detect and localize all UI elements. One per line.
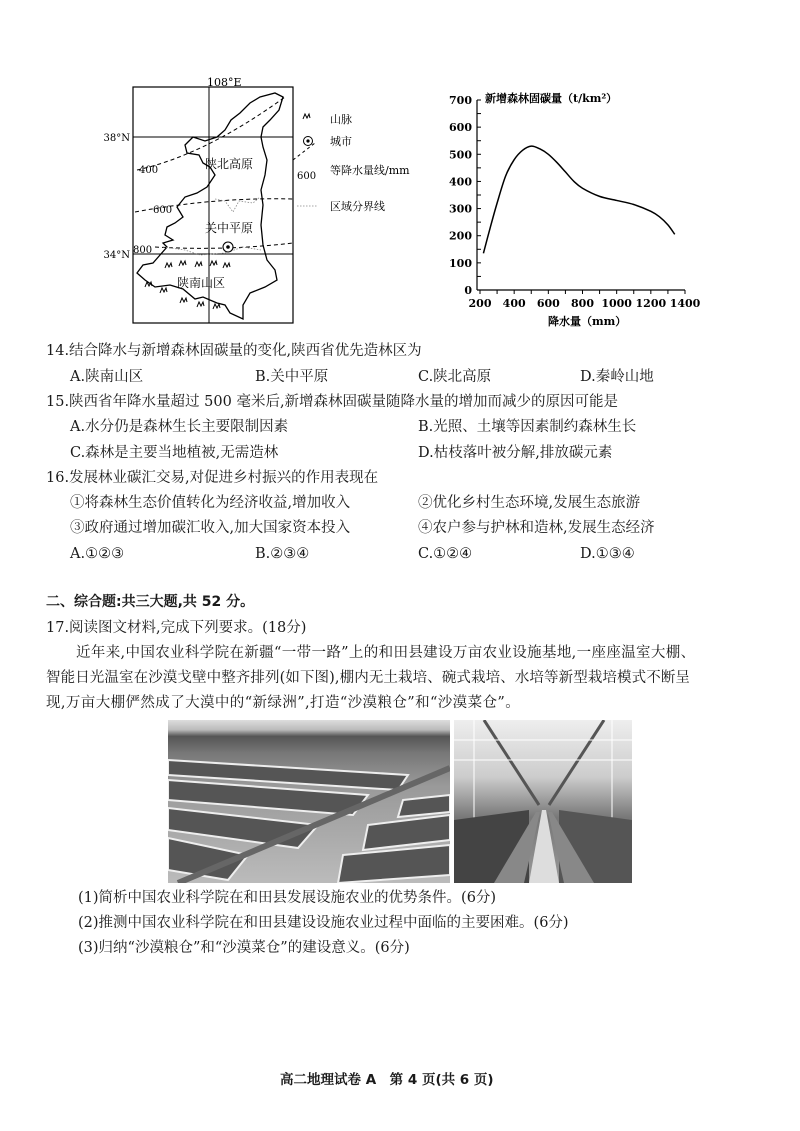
x-tick-label: 400 <box>502 297 526 310</box>
y-tick-label: 200 <box>449 229 472 243</box>
q15-option-d: D.枯枝落叶被分解,排放碳元素 <box>418 445 613 461</box>
shaanxi-map <box>95 75 435 330</box>
y-tick-labels <box>449 94 472 297</box>
q17-material-line-1: 近年来,中国农业科学院在新疆“一带一路”上的和田县建设万亩农业设施基地,一座座温室大棚、 <box>76 645 696 661</box>
series-line <box>483 146 674 253</box>
lat-38-label: 38°N <box>103 133 130 144</box>
isoline-legend-extend <box>293 143 315 160</box>
q16-option-a: A.①②③ <box>70 546 125 562</box>
q16-option-d: D.①③④ <box>580 546 635 562</box>
x-tick-label: 1000 <box>601 297 632 310</box>
q14-option-d: D.秦岭山地 <box>580 369 654 385</box>
legend-city-label: 城市 <box>330 135 352 148</box>
legend-mountain-icon <box>303 114 310 119</box>
q16-statement-1: ①将森林生态价值转化为经济收益,增加收入 <box>70 495 351 511</box>
q15-option-b: B.光照、土壤等因素制约森林生长 <box>418 419 637 435</box>
legend-city-icon-dot <box>306 139 309 142</box>
q17-material-line-2: 智能日光温室在沙漠戈壁中整齐排列(如下图),棚内无土栽培、碗式栽培、水培等新型栽培模式不断呈 <box>46 670 691 686</box>
region-central-label: 关中平原 <box>205 221 254 235</box>
isoline-400-label: 400 <box>139 165 159 176</box>
q17-sub-1: (1)简析中国农业科学院在和田县发展设施农业的优势条件。(6分) <box>78 890 497 906</box>
q16-statement-3: ③政府通过增加碳汇收入,加大国家资本投入 <box>70 520 351 536</box>
greenhouse-interior-photo <box>454 720 632 883</box>
legend-boundary-label: 区域分界线 <box>330 200 385 213</box>
q14-option-c: C.陕北高原 <box>418 369 492 385</box>
greenhouse-rows <box>168 720 450 883</box>
y-tick-label: 400 <box>449 175 472 189</box>
carbon-chart <box>440 85 720 335</box>
q16-statement-2: ②优化乡村生态环境,发展生态旅游 <box>418 495 641 511</box>
q15-stem: 15.陕西省年降水量超过 500 毫米后,新增森林固碳量随降水量的增加而减少的原因可能是 <box>46 394 619 410</box>
y-tick-label: 300 <box>449 202 472 216</box>
q14-stem: 14.结合降水与新增森林固碳量的变化,陕西省优先造林区为 <box>46 343 422 359</box>
region-north-label: 陕北高原 <box>205 157 254 171</box>
x-tick-labels <box>469 297 701 310</box>
q15-option-a: A.水分仍是森林生长主要限制因素 <box>70 419 289 435</box>
legend-mountain-label: 山脉 <box>330 113 352 126</box>
x-tick-label: 1200 <box>635 297 667 310</box>
y-tick-label: 600 <box>449 121 472 135</box>
lat-34-label: 34°N <box>103 250 130 261</box>
city-icon-dot <box>226 245 230 249</box>
longitude-label: 108°E <box>207 76 242 89</box>
q17-title: 17.阅读图文材料,完成下列要求。(18分) <box>46 620 307 636</box>
x-tick-label: 600 <box>536 297 560 310</box>
isoline-800-label: 800 <box>133 245 153 256</box>
q17-sub-3: (3)归纳“沙漠粮仓”和“沙漠菜仓”的建设意义。(6分) <box>78 940 410 956</box>
q17-sub-2: (2)推测中国农业科学院在和田县建设设施农业过程中面临的主要困难。(6分) <box>78 915 569 931</box>
y-tick-label: 0 <box>464 284 472 297</box>
x-tick-label: 800 <box>571 297 594 310</box>
greenhouse-interior <box>454 720 632 883</box>
section2-heading: 二、综合题:共三大题,共 52 分。 <box>46 594 255 610</box>
x-tick-label: 200 <box>468 297 492 310</box>
legend-isoline-sample: 600 <box>297 171 317 182</box>
greenhouse-aerial-photo <box>168 720 450 883</box>
q16-option-b: B.②③④ <box>255 546 310 562</box>
region-south-label: 陕南山区 <box>177 276 226 290</box>
q16-stem: 16.发展林业碳汇交易,对促进乡村振兴的作用表现在 <box>46 470 379 486</box>
q16-statement-4: ④农户参与护林和造林,发展生态经济 <box>418 520 655 536</box>
q15-option-c: C.森林是主要当地植被,无需造林 <box>70 445 279 461</box>
isoline-600-label: 600 <box>153 205 173 216</box>
y-tick-label: 100 <box>449 256 472 270</box>
q16-option-c: C.①②④ <box>418 546 473 562</box>
q14-option-a: A.陕南山区 <box>70 369 144 385</box>
y-tick-label: 500 <box>449 148 472 162</box>
legend-isoline-label: 等降水量线/mm <box>330 164 410 177</box>
chart-title: 新增森林固碳量（t/km²） <box>485 92 618 105</box>
chart-axes <box>477 100 685 294</box>
x-tick-label: 1400 <box>669 297 701 310</box>
y-tick-label: 700 <box>449 94 472 107</box>
page-footer: 高二地理试卷 A 第 4 页(共 6 页) <box>280 1072 494 1088</box>
x-axis-label: 降水量（mm） <box>548 315 627 328</box>
q14-option-b: B.关中平原 <box>255 369 329 385</box>
q17-material-line-3: 现,万亩大棚俨然成了大漠中的“新绿洲”,打造“沙漠粮仓”和“沙漠菜仓”。 <box>46 695 521 711</box>
